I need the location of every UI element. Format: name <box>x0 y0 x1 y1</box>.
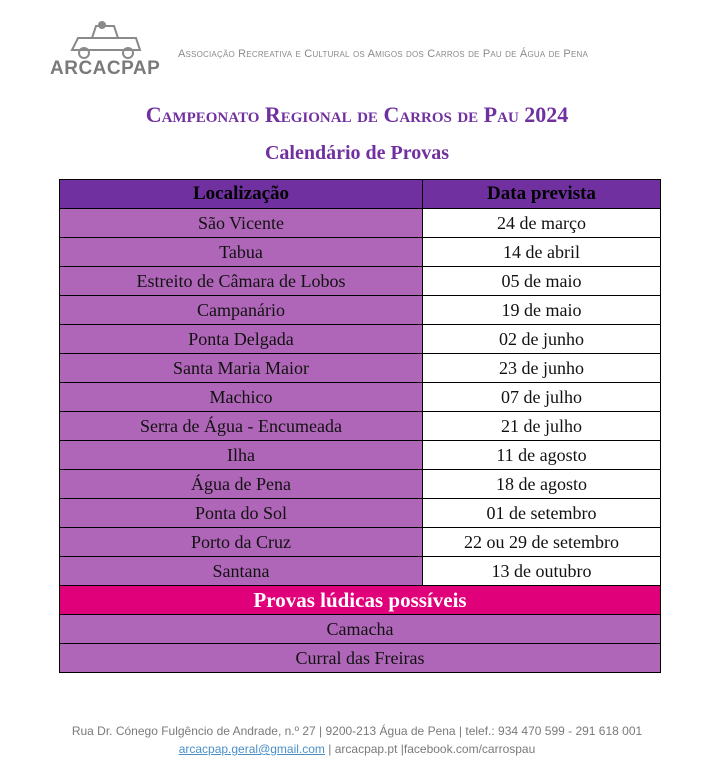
date-cell: 13 de outubro <box>423 557 661 586</box>
cart-logo-icon <box>62 20 150 60</box>
table-row <box>60 470 661 499</box>
location-cell: Porto da Cruz <box>60 528 423 557</box>
table-row <box>60 209 661 238</box>
location-cell: Machico <box>60 383 423 412</box>
location-cell: Campanário <box>60 296 423 325</box>
location-cell: Estreito de Câmara de Lobos <box>60 267 423 296</box>
date-cell: 14 de abril <box>423 238 661 267</box>
logo-text: ARCACPAP <box>50 58 161 79</box>
location-cell: Santa Maria Maior <box>60 354 423 383</box>
calendar-table <box>59 179 661 673</box>
ludic-header: Provas lúdicas possíveis <box>60 586 661 615</box>
table-row <box>60 238 661 267</box>
footer-links: | arcacpap.pt |facebook.com/carrospau <box>324 742 536 756</box>
table-row <box>60 267 661 296</box>
location-cell: Ponta do Sol <box>60 499 423 528</box>
location-cell: Ponta Delgada <box>60 325 423 354</box>
table-row <box>60 383 661 412</box>
table-row <box>60 296 661 325</box>
date-cell: 02 de junho <box>423 325 661 354</box>
date-cell: 18 de agosto <box>423 470 661 499</box>
footer-email-link[interactable]: arcacpap.geral@gmail.com <box>178 742 325 756</box>
table-row <box>60 354 661 383</box>
date-cell: 19 de maio <box>423 296 661 325</box>
table-row <box>60 441 661 470</box>
date-cell: 11 de agosto <box>423 441 661 470</box>
col-header-location: Localização <box>60 180 423 209</box>
date-cell: 23 de junho <box>423 354 661 383</box>
ludic-location-cell: Curral das Freiras <box>60 644 661 673</box>
ludic-row <box>60 615 661 644</box>
date-cell: 05 de maio <box>423 267 661 296</box>
location-cell: Santana <box>60 557 423 586</box>
page-title: Campeonato Regional de Carros de Pau 2024 <box>145 102 569 127</box>
logo <box>50 20 160 80</box>
ludic-header-row <box>60 586 661 615</box>
location-cell: São Vicente <box>60 209 423 238</box>
location-cell: Água de Pena <box>60 470 423 499</box>
date-cell: 24 de março <box>423 209 661 238</box>
col-header-date: Data prevista <box>423 180 661 209</box>
location-cell: Ilha <box>60 441 423 470</box>
footer <box>0 722 714 758</box>
location-cell: Serra de Água - Encumeada <box>60 412 423 441</box>
date-cell: 22 ou 29 de setembro <box>423 528 661 557</box>
location-cell: Tabua <box>60 238 423 267</box>
page-subtitle: Calendário de Provas <box>264 142 450 164</box>
table-row <box>60 325 661 354</box>
table-row <box>60 499 661 528</box>
table-row <box>60 528 661 557</box>
ludic-location-cell: Camacha <box>60 615 661 644</box>
footer-address: Rua Dr. Cónego Fulgêncio de Andrade, n.º 27 | 9200-213 Água de Pena | telef.: 934 470 599 - 291 618 001 <box>71 724 643 738</box>
table-row <box>60 412 661 441</box>
date-cell: 21 de julho <box>423 412 661 441</box>
association-name: Associação Recreativa e Cultural os Amigos dos Carros de Pau de Água de Pena <box>178 48 589 60</box>
date-cell: 01 de setembro <box>423 499 661 528</box>
ludic-row <box>60 644 661 673</box>
table-row <box>60 557 661 586</box>
date-cell: 07 de julho <box>423 383 661 412</box>
